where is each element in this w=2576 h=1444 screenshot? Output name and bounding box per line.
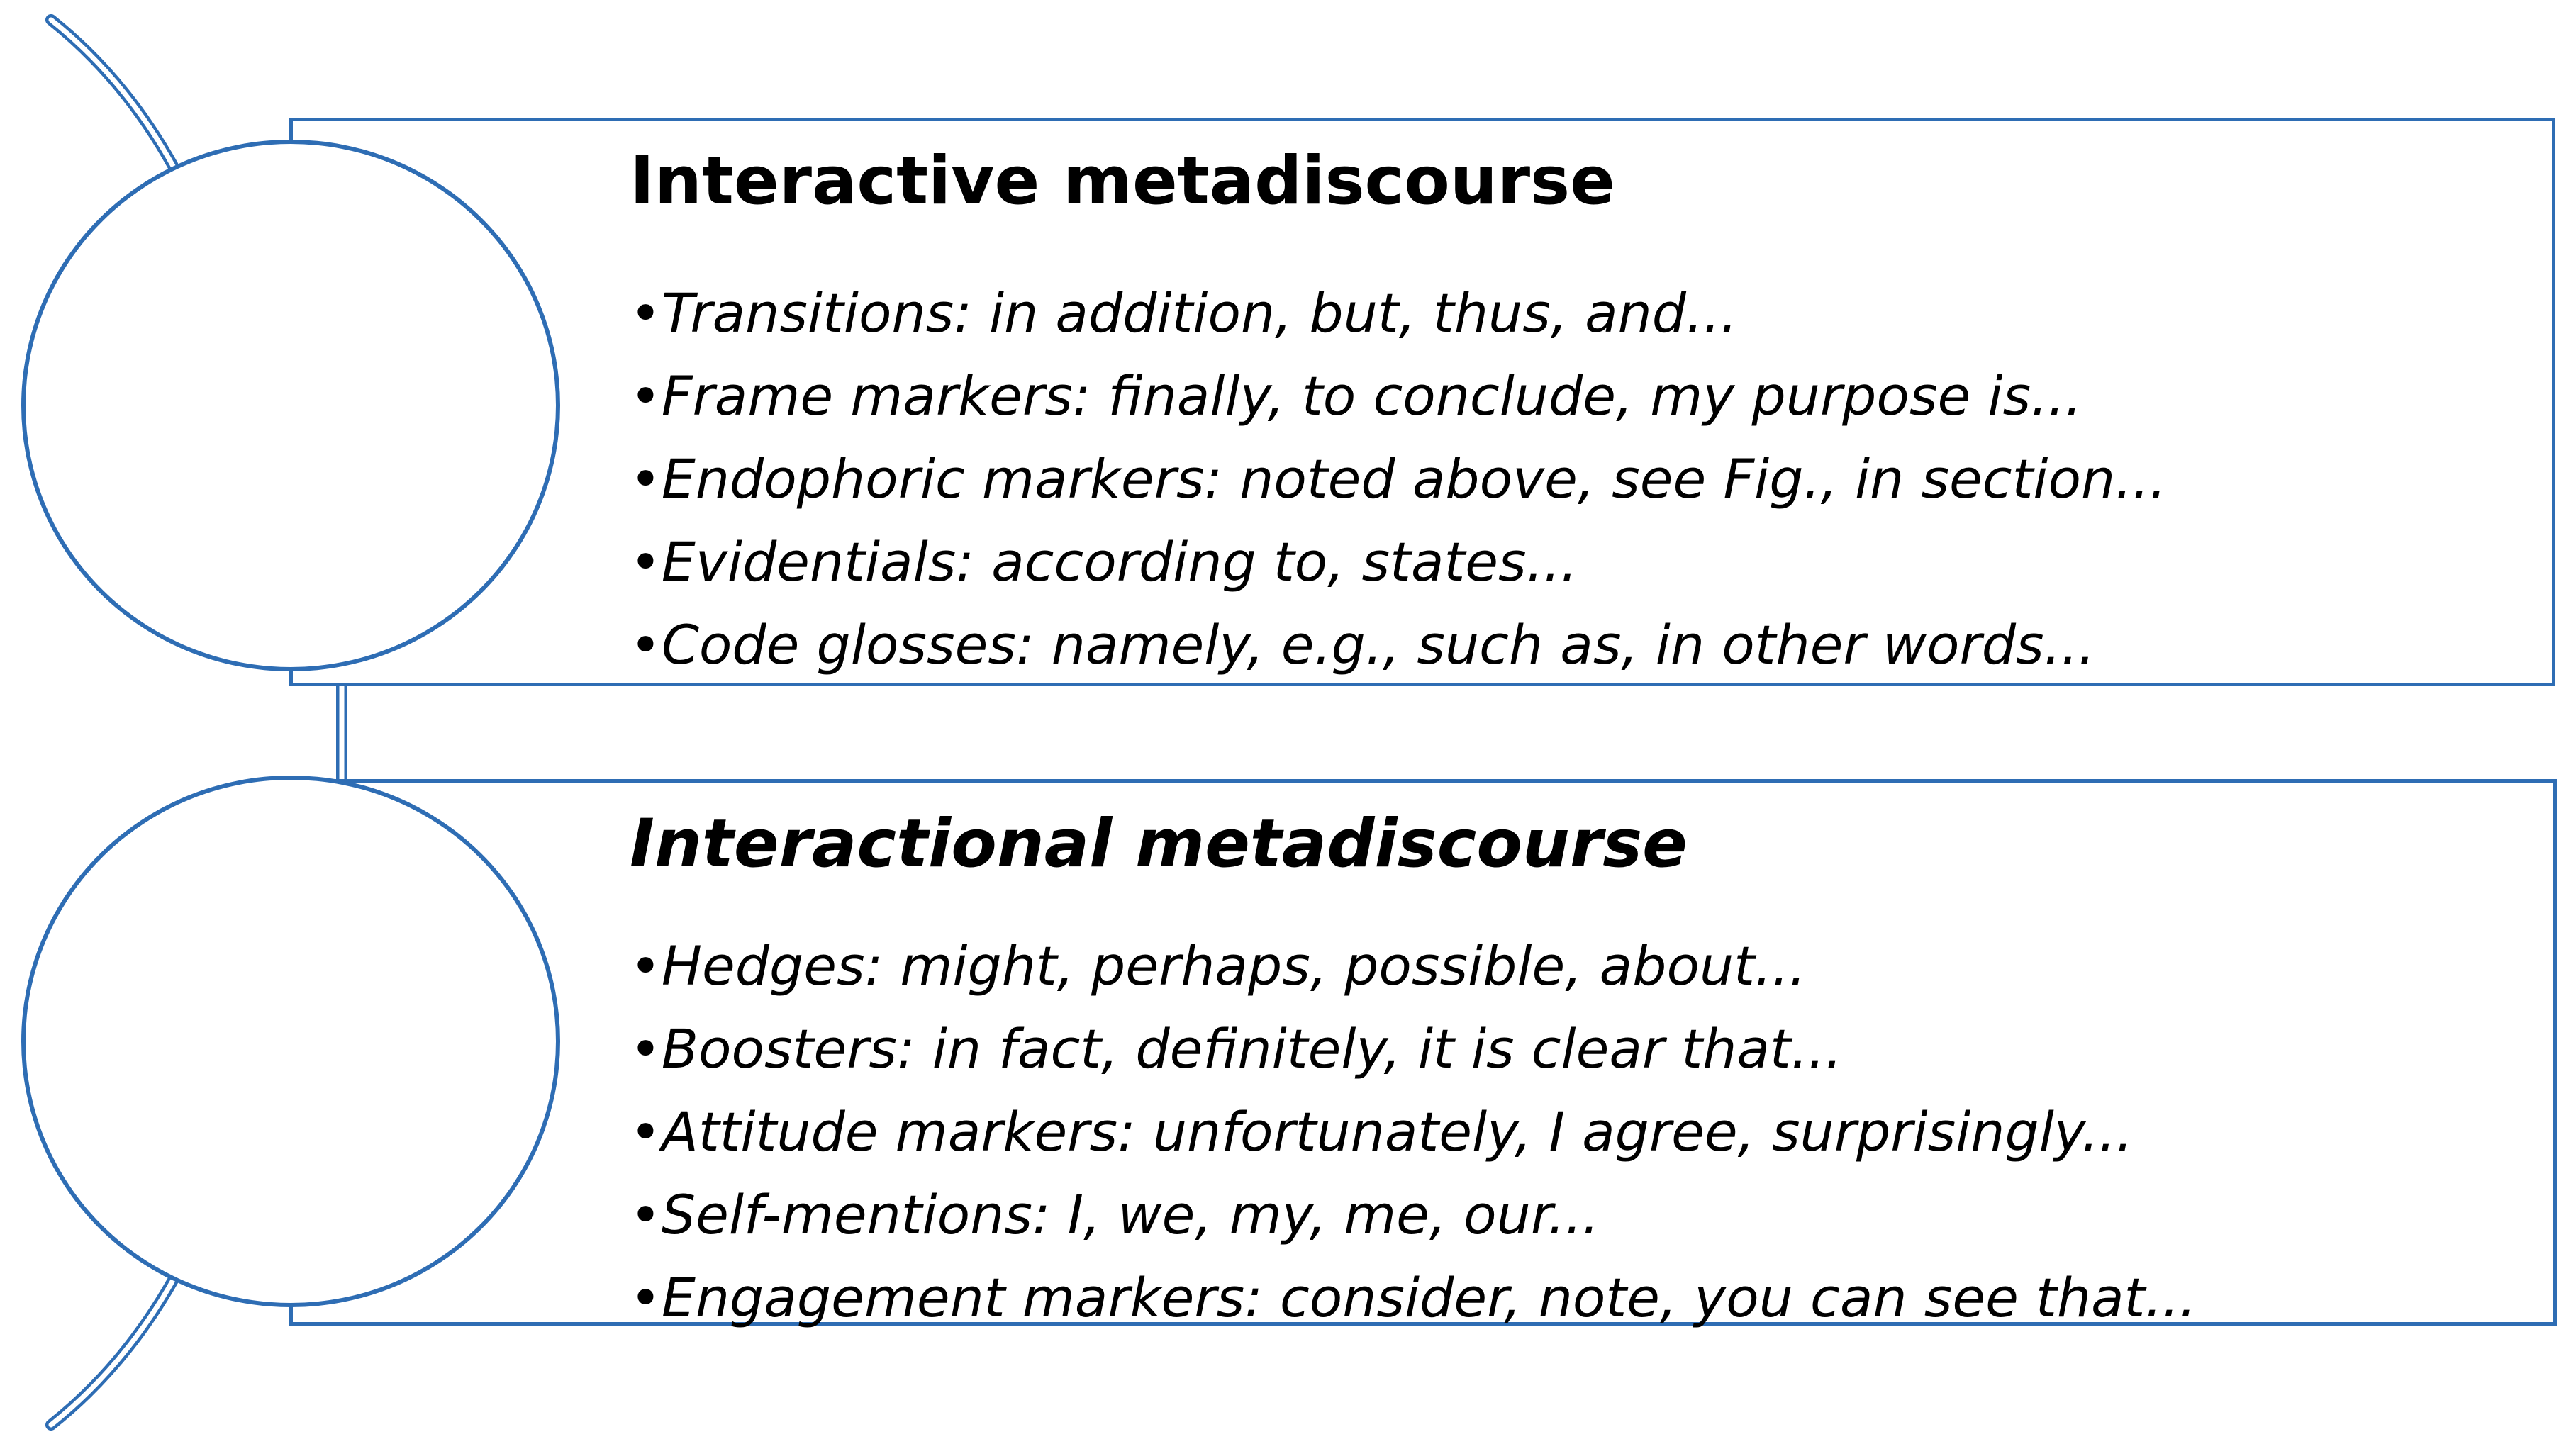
arc-bottom-outer <box>51 1280 173 1425</box>
interactional-metadiscourse-panel <box>289 779 2557 1329</box>
list-item: • Self-mentions: I, we, my, me, our... <box>630 1173 2197 1256</box>
interactive-metadiscourse-panel <box>289 118 2555 686</box>
marker-list <box>630 272 2167 686</box>
marker-list <box>630 924 2197 1339</box>
list-item: • Endophoric markers: noted above, see Fig., in section... <box>630 437 2167 520</box>
list-item: • Engagement markers: consider, note, you can see that... <box>630 1256 2197 1339</box>
list-item: • Boosters: in fact, definitely, it is clear that... <box>630 1007 2197 1090</box>
arc-top-outer <box>51 20 173 166</box>
panel-title: Interactional metadiscourse <box>630 805 1688 883</box>
list-item: • Frame markers: finally, to conclude, my purpose is... <box>630 354 2167 437</box>
list-item: • Code glosses: namely, e.g., such as, in other words... <box>630 603 2167 686</box>
panel-title: Interactive metadiscourse <box>630 142 1615 220</box>
list-item: • Transitions: in addition, but, thus, and... <box>630 272 2167 354</box>
list-item: • Evidentials: according to, states... <box>630 520 2167 603</box>
circle-node-interactional <box>21 776 560 1307</box>
list-item: • Attitude markers: unfortunately, I agree, surprisingly... <box>630 1090 2197 1173</box>
circle-node-interactive <box>21 140 560 671</box>
list-item: • Hedges: might, perhaps, possible, about... <box>630 924 2197 1007</box>
